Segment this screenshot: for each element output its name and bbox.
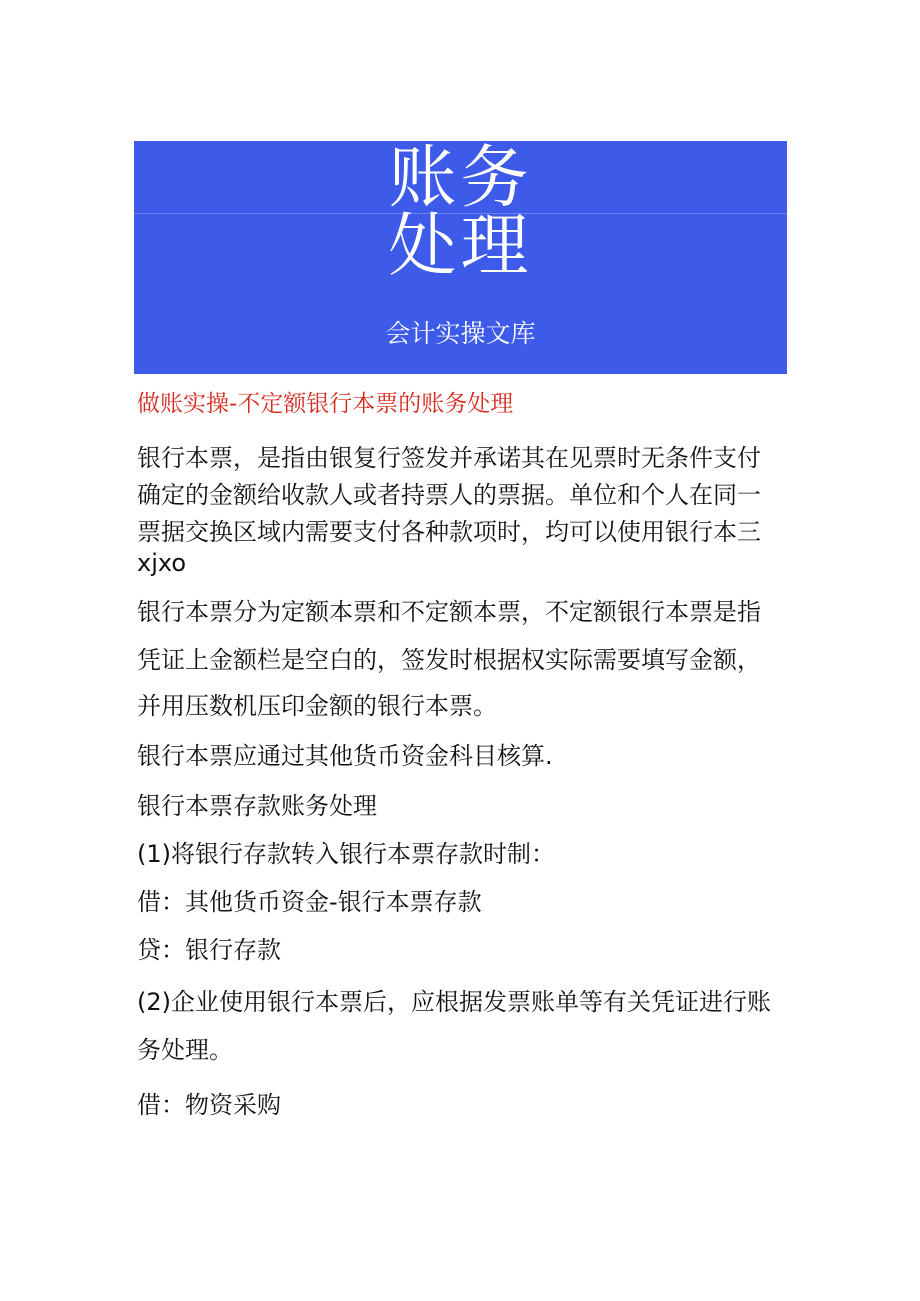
paragraph-line: 确定的金额给收款人或者持票人的票据。单位和个人在同一 xyxy=(137,481,761,509)
banner-title-line1: 账务 xyxy=(388,141,533,218)
paragraph-line: (2)企业使用银行本票后，应根据发票账单等有关凭证进行账 xyxy=(137,988,771,1016)
paragraph-line: 银行本票，是指由银复行签发并承诺其在见票时无条件支付 xyxy=(137,444,761,472)
paragraph-line: 贷：银行存款 xyxy=(137,936,281,964)
paragraph-line: 借：其他货币资金-银行本票存款 xyxy=(137,888,482,916)
paragraph-line: 银行本票存款账务处理 xyxy=(137,792,377,820)
paragraph-line: (1)将银行存款转入银行本票存款时制： xyxy=(137,840,555,868)
paragraph-line: 务处理。 xyxy=(137,1036,233,1064)
paragraph-line: 银行本票应通过其他货币资金科目核算. xyxy=(137,742,553,770)
paragraph-line: 票据交换区域内需要支付各种款项时，均可以使用银行本三 xyxy=(137,518,761,546)
paragraph-line: 银行本票分为定额本票和不定额本票，不定额银行本票是指 xyxy=(137,598,761,626)
cover-banner xyxy=(134,141,787,374)
banner-title-line2: 处理 xyxy=(388,207,533,286)
document-heading: 做账实操-不定额银行本票的账务处理 xyxy=(137,391,514,417)
paragraph-line: xjxo xyxy=(137,549,187,577)
paragraph-line: 凭证上金额栏是空白的，签发时根据权实际需要填写金额， xyxy=(137,646,761,674)
paragraph-line: 并用压数机压印金额的银行本票。 xyxy=(137,692,497,720)
banner-subtitle: 会计实操文库 xyxy=(385,319,536,348)
paragraph-line: 借：物资采购 xyxy=(137,1091,281,1119)
